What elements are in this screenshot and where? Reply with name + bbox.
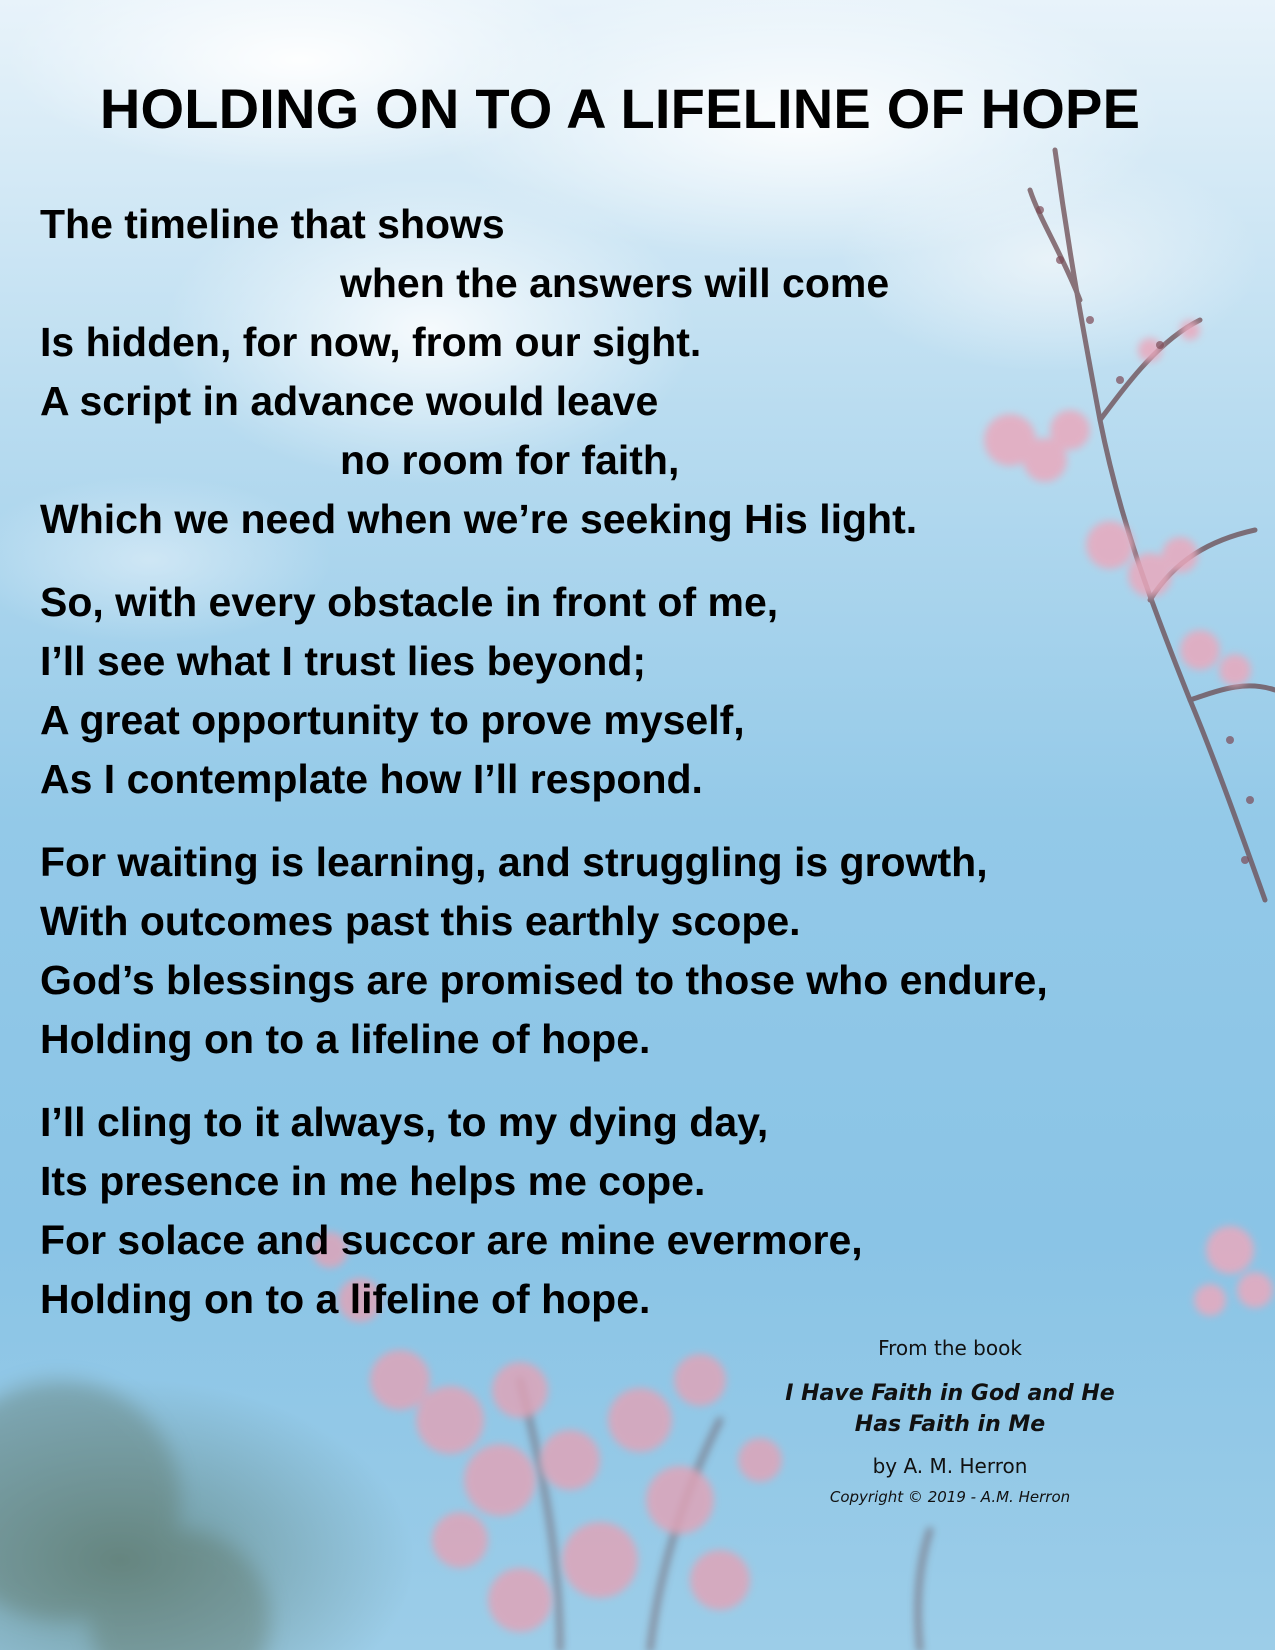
poem-line: With outcomes past this earthly scope. — [40, 898, 801, 944]
poem-line: For solace and succor are mine evermore, — [40, 1217, 863, 1263]
credit-from-label: From the book — [878, 1336, 1022, 1360]
copyright-notice: Copyright © 2019 - A.M. Herron — [829, 1488, 1071, 1506]
poem-line: A great opportunity to prove myself, — [40, 697, 745, 743]
poem-line: God’s blessings are promised to those who endure, — [40, 957, 1048, 1003]
poem-line: Which we need when we’re seeking His light. — [40, 496, 918, 542]
poem-line: I’ll cling to it always, to my dying day, — [40, 1099, 769, 1145]
poem-line: A script in advance would leave — [40, 378, 659, 424]
poem-line: when the answers will come — [340, 260, 890, 306]
stanza-1 — [40, 195, 1260, 549]
poem-line: no room for faith, — [340, 437, 680, 483]
poem-title: HOLDING ON TO A LIFELINE OF HOPE — [99, 77, 1141, 140]
book-title-line-1: I Have Faith in God and He — [785, 1381, 1115, 1406]
stanza-4 — [40, 1093, 1260, 1329]
stanza-3 — [40, 833, 1260, 1069]
poem-line: The timeline that shows — [40, 201, 505, 247]
poem-line: So, with every obstacle in front of me, — [40, 579, 779, 625]
poem-body — [40, 195, 1260, 1353]
poem-line: Is hidden, for now, from our sight. — [40, 319, 702, 365]
poem-line: I’ll see what I trust lies beyond; — [40, 638, 647, 684]
author-byline: by A. M. Herron — [872, 1454, 1028, 1478]
book-credit — [760, 1336, 1140, 1506]
book-title — [760, 1378, 1140, 1440]
poem-line: Holding on to a lifeline of hope. — [40, 1276, 651, 1322]
book-title-line-2: Has Faith in Me — [854, 1412, 1046, 1437]
poem-line: As I contemplate how I’ll respond. — [40, 756, 703, 802]
stanza-2 — [40, 573, 1260, 809]
poem-line: Holding on to a lifeline of hope. — [40, 1016, 651, 1062]
poem-line: For waiting is learning, and struggling is growth, — [40, 839, 988, 885]
poem-line: Its presence in me helps me cope. — [40, 1158, 706, 1204]
